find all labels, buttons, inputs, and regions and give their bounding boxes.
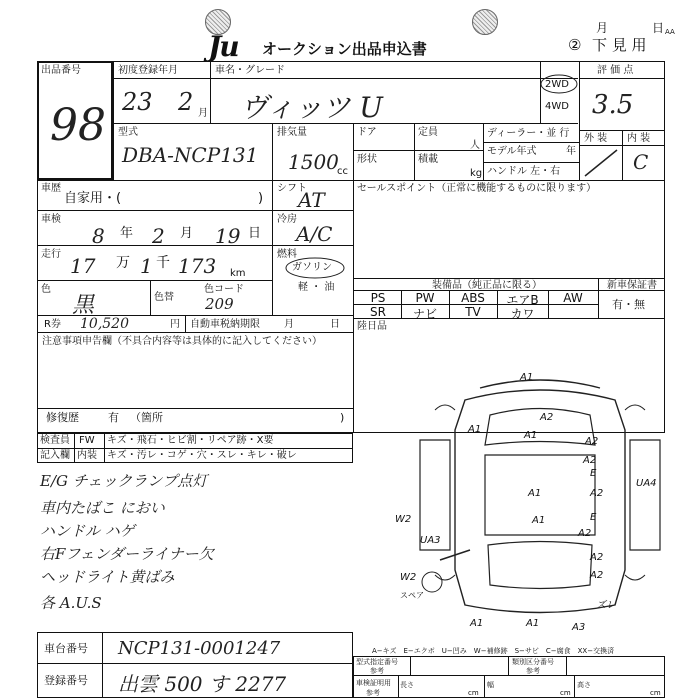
grid-line: [414, 123, 415, 180]
chassis-label: 車台番号: [44, 642, 88, 655]
sales-point-label: セールスポイント（正常に機能するものに限ります）: [357, 183, 597, 194]
mark-4: A1: [524, 430, 538, 441]
mileage-label: 走行: [41, 249, 61, 260]
model-year-unit: 年: [566, 146, 576, 157]
history-close: ): [258, 191, 264, 206]
note-line-4: 右Fフェンダーライナー欠: [40, 545, 214, 563]
inspection-day-unit: 日: [248, 226, 262, 241]
grid-line: [210, 61, 211, 123]
equipment-label: 装備品（純正品に限る）: [432, 280, 542, 291]
model-label: 型式: [118, 127, 138, 138]
grid-line: [37, 448, 353, 449]
cert-height: 高さ: [577, 681, 591, 689]
repair-label: 修復歴: [46, 411, 79, 424]
interior-items: キズ・汚レ・コゲ・穴・スレ・キレ・破レ: [107, 450, 297, 461]
mark-20: A3: [572, 622, 586, 633]
shift-value: AT: [298, 188, 325, 212]
first-reg-year: 23: [122, 88, 153, 116]
copy-number: ②: [568, 36, 582, 54]
model-value: DBA-NCP131: [122, 143, 259, 167]
handle-label: ハンドル 左・右: [487, 166, 561, 177]
mark-13: E: [590, 512, 597, 523]
grid-line: [37, 408, 353, 409]
capacity-label: 定員: [418, 127, 438, 138]
fuel-light-oil: 軽 ・ 油: [298, 282, 335, 293]
recycle-unit: 円: [170, 319, 180, 330]
next-day-label: 陸日品: [357, 321, 387, 332]
grid-line: [102, 632, 103, 698]
header-month: 月: [596, 21, 609, 35]
fuel-label: 燃料: [277, 249, 297, 260]
class-no-label: 類別区分番号: [512, 658, 554, 666]
mark-12: UA3: [420, 535, 441, 546]
cert-length: 長さ: [400, 681, 414, 689]
mark-14: A2: [578, 528, 592, 539]
type-no-label: 型式指定番号: [356, 658, 398, 666]
grid-line: [185, 315, 186, 332]
mark-7: E: [590, 468, 597, 479]
mark-21: ズレ: [596, 600, 616, 611]
color-code-label: 色コード: [204, 284, 244, 295]
drive-4wd: 4WD: [545, 101, 569, 112]
color-code: 209: [205, 295, 234, 313]
interior-inspect-label: 内装: [77, 450, 97, 461]
mark-19: A1: [526, 618, 540, 629]
grid-line: [622, 130, 623, 180]
header-day: 日: [652, 21, 665, 35]
grid-line: [508, 656, 509, 675]
mark-11: W2: [395, 514, 412, 525]
equip-sr: SR: [370, 305, 386, 319]
rating-value: 3.5: [592, 90, 634, 120]
cert-box: [353, 656, 665, 698]
punch-hole-right: [472, 9, 498, 35]
cert-length-unit: cm: [468, 689, 479, 697]
grid-line: [353, 123, 354, 433]
inspection-year: 8: [92, 224, 105, 248]
tax-day: 日: [330, 319, 340, 330]
exterior-label: 外 装: [584, 133, 608, 144]
displacement-unit: cc: [337, 166, 348, 177]
mileage-unit: km: [230, 268, 246, 279]
mark-16: A2: [590, 570, 604, 581]
mark-18: A1: [470, 618, 484, 629]
note-line-2: 車内たばこ におい: [40, 499, 165, 517]
grid-line: [598, 278, 599, 318]
first-reg-month-unit: 月: [198, 108, 208, 119]
grid-line: [574, 675, 575, 698]
header-aa: AA: [665, 28, 675, 36]
shift-label: シフト: [277, 183, 307, 194]
mark-1: A1: [520, 372, 534, 383]
grid-line: [113, 78, 578, 79]
grid-line: [566, 656, 567, 675]
displacement-label: 排気量: [277, 127, 307, 138]
note-line-5: ヘッドライト黄ばみ: [40, 568, 175, 586]
mark-17: W2: [400, 572, 417, 583]
mileage-sen: 1: [140, 254, 153, 278]
grid-line: [104, 433, 105, 463]
inspection-day: 19: [215, 224, 241, 248]
color-change-label: 色替: [154, 292, 174, 303]
recycle-value: 10,520: [80, 316, 129, 332]
cert-width: 幅: [487, 681, 494, 689]
class-no-ref: 参考: [526, 667, 540, 675]
dealer-label: ディーラー・並 行: [487, 128, 570, 139]
copy-label: 下 見 用: [592, 36, 647, 54]
interior-value: C: [633, 150, 649, 174]
grid-line: [483, 123, 484, 180]
grid-line: [398, 675, 399, 698]
note-line-3: ハンドル ハゲ: [40, 522, 135, 540]
plate-value: 出雲 500 す 2277: [118, 672, 287, 696]
drive-2wd: 2WD: [545, 79, 569, 90]
mileage-man: 17: [70, 254, 96, 278]
cert-height-unit: cm: [650, 689, 661, 697]
grid-line: [353, 675, 665, 676]
mark-2: A1: [468, 424, 482, 435]
mark-9: UA4: [636, 478, 657, 489]
mileage-sen-unit: 千: [156, 255, 170, 271]
recycle-label: R券: [44, 319, 61, 330]
repair-close: ): [340, 411, 345, 424]
equip-leather: カワ: [510, 307, 535, 321]
aircon-label: 冷房: [277, 214, 297, 225]
grid-line: [353, 150, 483, 151]
tax-month: 月: [284, 319, 294, 330]
inspection-label: 車検: [41, 214, 61, 225]
grid-line: [37, 332, 353, 333]
inspector-label: 検査員: [40, 435, 70, 446]
rating-label: 評 価 点: [597, 65, 634, 76]
history-label: 車歴: [41, 183, 61, 194]
grid-line: [579, 78, 665, 79]
load-label: 積載: [418, 154, 438, 165]
lot-number: 98: [50, 100, 106, 151]
grid-line: [37, 280, 272, 281]
inspection-month: 2: [152, 224, 165, 248]
door-label: ドア: [357, 127, 377, 138]
car-name-label: 車名・グレード: [215, 65, 285, 76]
color-value: 黒: [72, 293, 95, 318]
equip-ps: PS: [370, 291, 386, 305]
mark-10: A1: [528, 488, 542, 499]
chassis-value: NCP131-0001247: [118, 638, 281, 659]
ju-logo: Ju: [208, 30, 238, 63]
grid-line: [484, 675, 485, 698]
mark-8: A2: [590, 488, 604, 499]
fuel-circle: [284, 256, 346, 280]
color-label: 色: [41, 284, 51, 295]
note-line-1: E/G チェックランプ点灯: [40, 472, 208, 490]
grid-line: [353, 278, 665, 279]
entry-label: 記入欄: [40, 450, 70, 461]
grid-line: [579, 61, 580, 180]
aircon-value: A/C: [296, 222, 333, 246]
load-unit: kg: [470, 168, 483, 179]
equip-tv: TV: [465, 305, 481, 319]
spare-label: スペア: [400, 591, 424, 600]
mark-15: A1: [532, 515, 546, 526]
form-title: オークション出品申込書: [262, 40, 427, 58]
mileage-man-unit: 万: [116, 255, 130, 271]
first-reg-label: 初度登録年月: [118, 65, 178, 76]
cert-width-unit: cm: [560, 689, 571, 697]
plate-label: 登録番号: [44, 674, 88, 687]
model-year-label: モデル年式: [487, 146, 537, 157]
first-reg-month: 2: [178, 88, 194, 116]
legend: A−キズ E−エクボ U−凹み W−補修跡 S−サビ C−腐食 XX−交換済: [372, 647, 615, 655]
fw-items: キズ・飛石・ヒビ割・リペア跡・X要: [107, 435, 274, 446]
type-no-ref: 参考: [370, 667, 384, 675]
exterior-slash: [581, 146, 621, 180]
grid-line: [483, 162, 579, 163]
grid-line: [37, 663, 353, 664]
tax-deadline-label: 自動車税納期限: [190, 319, 260, 330]
repair-place: （箇所: [130, 411, 163, 424]
mileage-rest: 173: [178, 254, 217, 278]
equip-navi: ナビ: [412, 307, 437, 321]
mark-22: A2: [590, 552, 604, 563]
cert-ref: 参考: [366, 689, 380, 697]
inspection-month-unit: 月: [180, 226, 194, 241]
equip-pw: PW: [415, 291, 435, 305]
equip-abs: ABS: [461, 291, 485, 305]
warranty-value: 有・無: [612, 298, 645, 311]
displacement-value: 1500: [288, 150, 339, 174]
grid-line: [410, 656, 411, 675]
mark-5: A2: [540, 412, 554, 423]
car-name-value: ヴィッツ U: [240, 91, 383, 124]
lot-label: 出品番号: [41, 65, 81, 76]
note-line-6: 各 A.U.S: [40, 594, 102, 612]
equip-airbag: エアB: [506, 293, 539, 307]
cert-label: 車検証明用: [356, 679, 391, 687]
mark-3: A2: [585, 436, 599, 447]
fuel-gasoline: ガソリン: [292, 262, 332, 273]
grid-line: [113, 61, 114, 180]
grid-line: [37, 180, 665, 181]
grid-line: [272, 123, 273, 315]
history-value: 自家用・(: [64, 191, 122, 206]
warranty-label: 新車保証書: [607, 280, 657, 291]
inspection-year-unit: 年: [120, 226, 134, 241]
repair-yes: 有: [108, 411, 119, 424]
grid-line: [74, 433, 75, 463]
shape-label: 形状: [357, 154, 377, 165]
grid-line: [150, 280, 151, 315]
equip-aw: AW: [563, 291, 583, 305]
notes-label: 注意事項申告欄（不具合内容等は具体的に記入してください）: [42, 336, 322, 347]
grid-line: [483, 142, 579, 143]
fw-label: FW: [79, 435, 95, 446]
interior-label: 内 装: [627, 133, 651, 144]
drive-circle: [539, 73, 579, 95]
mark-6: A2: [583, 455, 597, 466]
capacity-unit: 人: [470, 140, 480, 151]
